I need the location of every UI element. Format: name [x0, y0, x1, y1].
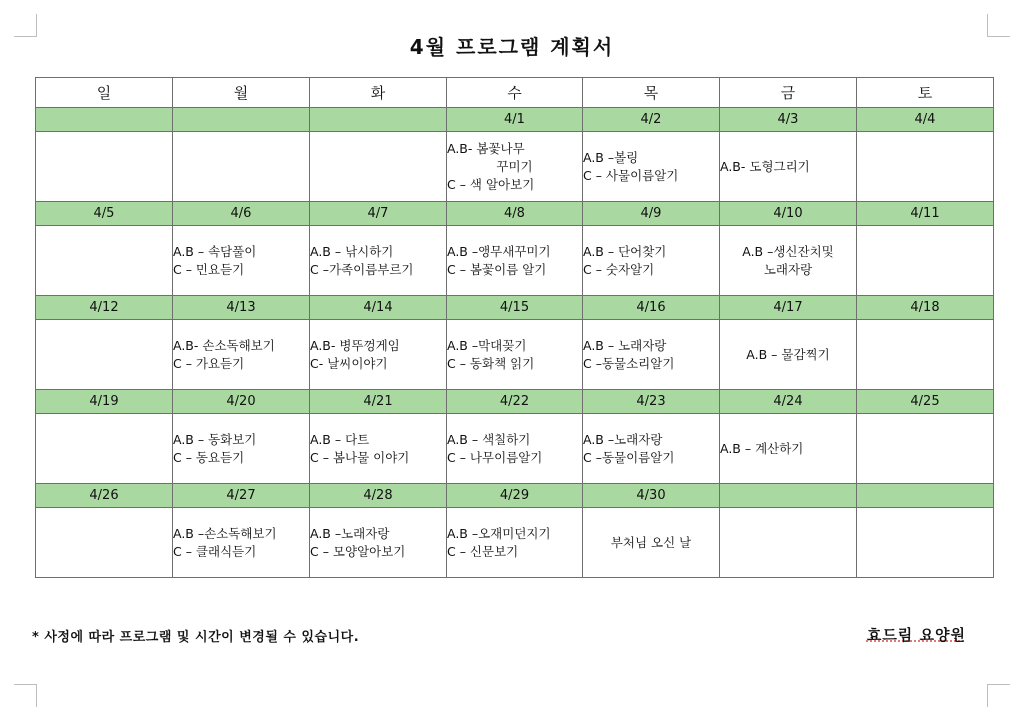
date-cell: 4/20	[173, 390, 310, 414]
date-cell: 4/5	[36, 202, 173, 226]
activity-cell	[447, 132, 583, 202]
activity-line: A.B –오재미던지기	[447, 525, 551, 541]
activity-line: A.B –생신잔치및	[742, 243, 834, 259]
date-cell	[173, 108, 310, 132]
activity-cell	[720, 132, 857, 202]
date-cell: 4/7	[310, 202, 447, 226]
page-title: 4월 프로그램 계획서	[409, 35, 615, 59]
activity-cell	[173, 508, 310, 578]
activity-line: C – 민요듣기	[173, 261, 245, 277]
activity-line: 꾸미기	[496, 158, 533, 174]
date-cell: 4/9	[583, 202, 720, 226]
date-cell: 4/4	[857, 108, 994, 132]
activity-line: A.B- 병뚜껑게임	[310, 337, 400, 353]
activity-line: A.B – 낚시하기	[310, 243, 394, 259]
weekday-tue: 화	[310, 78, 447, 108]
date-cell: 4/8	[447, 202, 583, 226]
activity-cell	[857, 132, 994, 202]
activity-cell	[720, 320, 857, 390]
date-row	[36, 296, 994, 320]
date-cell: 4/24	[720, 390, 857, 414]
weekday-sat: 토	[857, 78, 994, 108]
activity-line: A.B – 물감찍기	[746, 346, 830, 362]
activity-cell	[857, 508, 994, 578]
date-cell: 4/16	[583, 296, 720, 320]
activity-cell	[857, 226, 994, 296]
date-cell: 4/27	[173, 484, 310, 508]
activity-line: A.B – 속담풀이	[173, 243, 257, 259]
date-cell: 4/19	[36, 390, 173, 414]
activity-cell	[310, 132, 447, 202]
weekday-mon: 월	[173, 78, 310, 108]
schedule-change-note: * 사정에 따라 프로그램 및 시간이 변경될 수 있습니다.	[32, 630, 360, 645]
date-cell: 4/14	[310, 296, 447, 320]
activity-line: A.B –손소독해보기	[173, 525, 277, 541]
date-cell: 4/13	[173, 296, 310, 320]
activity-line: A.B – 동화보기	[173, 431, 257, 447]
organization-name: 효드림 요양원	[866, 626, 966, 644]
activity-cell	[720, 508, 857, 578]
activity-cell	[720, 414, 857, 484]
activity-line: C – 동요듣기	[173, 449, 245, 465]
date-cell: 4/18	[857, 296, 994, 320]
activity-cell	[36, 414, 173, 484]
activity-cell	[173, 226, 310, 296]
activity-cell	[583, 226, 720, 296]
activity-cell	[36, 226, 173, 296]
activity-line: C – 사물이름알기	[583, 167, 679, 183]
date-row	[36, 390, 994, 414]
weekday-header-row	[36, 78, 994, 108]
activity-line: C –동물이름알기	[583, 449, 675, 465]
activity-line: A.B – 다트	[310, 431, 370, 447]
activity-cell	[36, 320, 173, 390]
page-corner-bottom-left	[14, 684, 37, 707]
activity-row	[36, 414, 994, 484]
activity-cell	[447, 414, 583, 484]
activity-cell	[583, 508, 720, 578]
date-row	[36, 202, 994, 226]
date-cell: 4/11	[857, 202, 994, 226]
date-cell	[310, 108, 447, 132]
activity-line: A.B – 단어찾기	[583, 243, 667, 259]
activity-line: A.B – 계산하기	[720, 440, 804, 456]
activity-line: C – 색 알아보기	[447, 176, 535, 192]
date-cell	[720, 484, 857, 508]
activity-row	[36, 320, 994, 390]
activity-cell	[447, 320, 583, 390]
date-cell: 4/30	[583, 484, 720, 508]
weekday-sun: 일	[36, 78, 173, 108]
weekday-wed: 수	[447, 78, 583, 108]
date-cell: 4/28	[310, 484, 447, 508]
activity-line: C – 숫자알기	[583, 261, 655, 277]
activity-line: C – 가요듣기	[173, 355, 245, 371]
activity-cell	[173, 320, 310, 390]
activity-cell	[310, 508, 447, 578]
date-cell: 4/29	[447, 484, 583, 508]
activity-cell	[583, 320, 720, 390]
activity-line: 노래자랑	[763, 261, 813, 277]
date-cell: 4/21	[310, 390, 447, 414]
weekday-fri: 금	[720, 78, 857, 108]
activity-line: C – 봄꽃이름 알기	[447, 261, 547, 277]
activity-line: A.B – 노래자랑	[583, 337, 667, 353]
date-cell: 4/15	[447, 296, 583, 320]
activity-cell	[36, 132, 173, 202]
page-corner-bottom-right	[987, 684, 1010, 707]
activity-line: A.B –노래자랑	[310, 525, 390, 541]
activity-cell	[720, 226, 857, 296]
program-calendar-table	[35, 77, 994, 578]
activity-line: C – 클래식듣기	[173, 543, 257, 559]
date-row	[36, 484, 994, 508]
activity-cell	[857, 414, 994, 484]
activity-cell	[173, 414, 310, 484]
date-cell: 4/1	[447, 108, 583, 132]
activity-line: C – 봄나물 이야기	[310, 449, 410, 465]
activity-cell	[173, 132, 310, 202]
activity-line: C- 날씨이야기	[310, 355, 388, 371]
activity-row	[36, 508, 994, 578]
activity-line: A.B –앵무새꾸미기	[447, 243, 551, 259]
activity-line: A.B- 손소독해보기	[173, 337, 275, 353]
date-cell	[36, 108, 173, 132]
date-row	[36, 108, 994, 132]
activity-line: C – 동화책 읽기	[447, 355, 535, 371]
activity-line: A.B – 색칠하기	[447, 431, 531, 447]
date-cell: 4/17	[720, 296, 857, 320]
date-cell: 4/26	[36, 484, 173, 508]
date-cell: 4/10	[720, 202, 857, 226]
activity-line: A.B –막대꽂기	[447, 337, 527, 353]
activity-line: C –가족이름부르기	[310, 261, 414, 277]
date-cell: 4/12	[36, 296, 173, 320]
activity-cell	[583, 414, 720, 484]
activity-line: C –동물소리알기	[583, 355, 675, 371]
activity-cell	[36, 508, 173, 578]
activity-cell	[857, 320, 994, 390]
activity-line: C – 나무이름알기	[447, 449, 543, 465]
activity-line: A.B –볼링	[583, 149, 639, 165]
activity-cell	[310, 226, 447, 296]
date-cell: 4/6	[173, 202, 310, 226]
date-cell: 4/23	[583, 390, 720, 414]
activity-cell	[310, 414, 447, 484]
activity-line: A.B –노래자랑	[583, 431, 663, 447]
weekday-thu: 목	[583, 78, 720, 108]
activity-line: A.B- 봄꽃나무	[447, 140, 525, 156]
activity-row	[36, 226, 994, 296]
date-cell: 4/25	[857, 390, 994, 414]
activity-cell	[583, 132, 720, 202]
activity-line: C – 신문보기	[447, 543, 519, 559]
activity-cell	[447, 508, 583, 578]
activity-cell	[310, 320, 447, 390]
date-cell	[857, 484, 994, 508]
date-cell: 4/3	[720, 108, 857, 132]
activity-line: 부처님 오신 날	[610, 534, 692, 550]
activity-cell	[447, 226, 583, 296]
activity-row	[36, 132, 994, 202]
activity-line: C – 모양알아보기	[310, 543, 406, 559]
date-cell: 4/2	[583, 108, 720, 132]
activity-line: A.B- 도형그리기	[720, 158, 810, 174]
date-cell: 4/22	[447, 390, 583, 414]
